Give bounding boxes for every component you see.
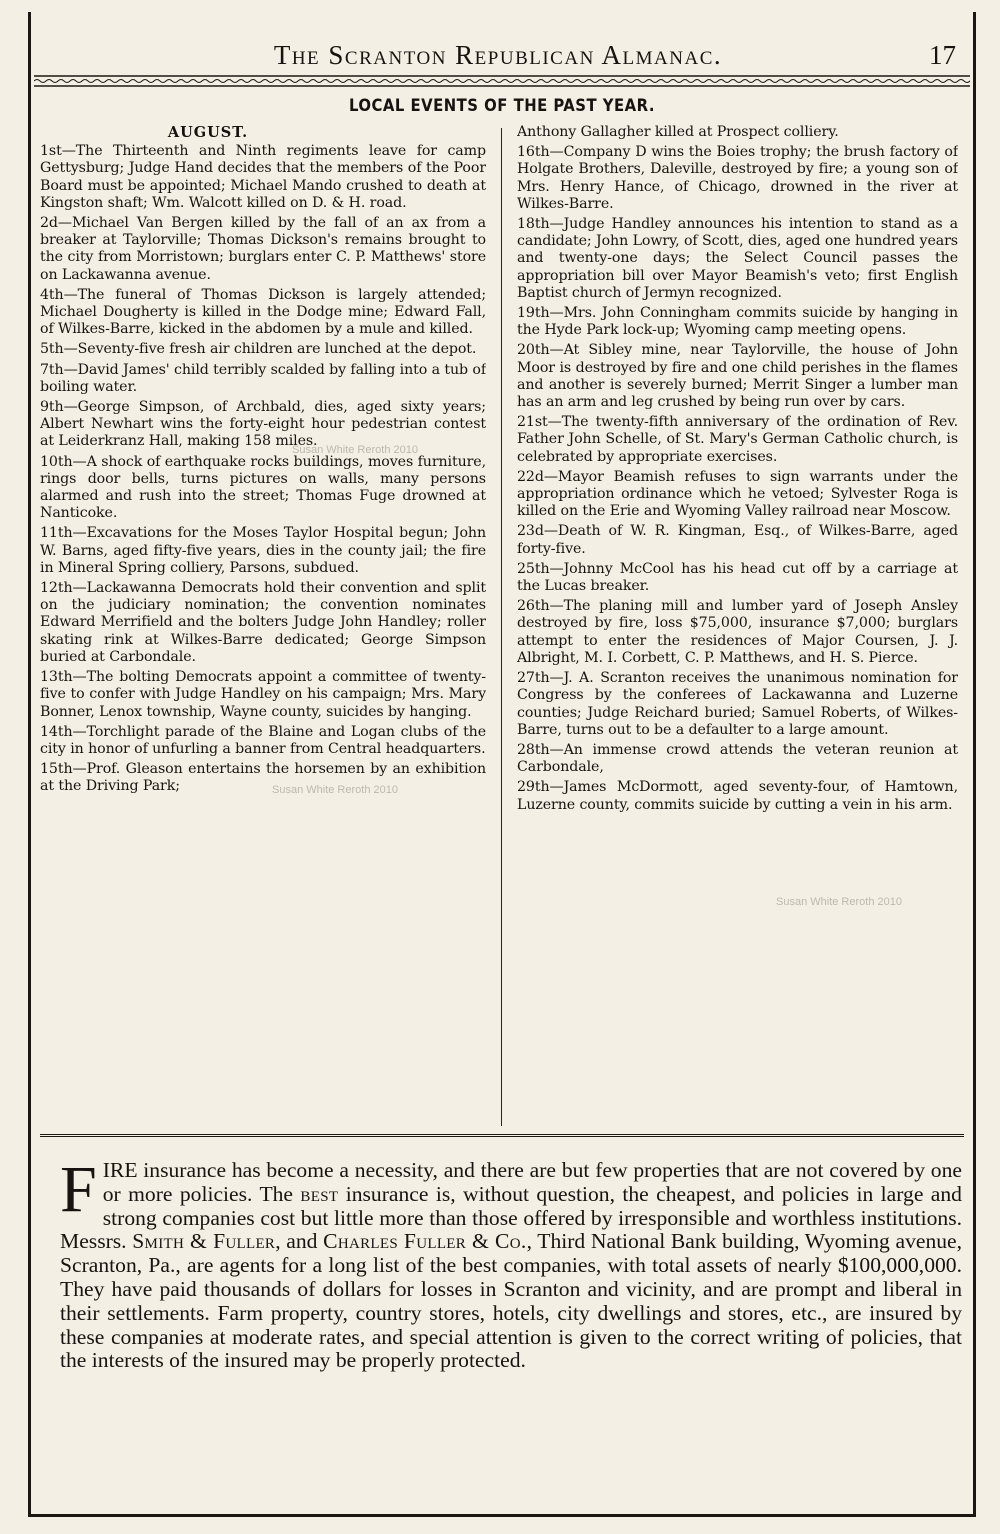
month-heading: AUGUST. (167, 124, 249, 141)
watermark: Susan White Reroth 2010 (776, 896, 902, 908)
ad-text-part: IRE insurance has become a necessity, and there are but few properties that are not covered by one or more policies. The (102, 1158, 962, 1206)
left-events-list (40, 143, 486, 795)
event-entry: 12th—Lackawanna Democrats hold their convention and split on the judiciary nomination; the convention nominates Edward Merrifield and the bolters Judge John Handley; roller skating rink at Wilkes-Barre dedicated; George Simpson buried at Carbondale. (40, 580, 486, 665)
advertisement-text (60, 1153, 963, 1373)
event-entry: 4th—The funeral of Thomas Dickson is largely attended; Michael Dougherty is killed in the Dodge mine; Edward Fall, of Wilkes-Barre, kicked in the abdomen by a mule and killed. (40, 286, 486, 338)
event-entry: 25th—Johnny McCool has his head cut off by a carriage at the Lucas breaker. (517, 560, 958, 595)
event-entry: 7th—David James' child terribly scalded by falling into a tub of boiling water. (40, 361, 486, 395)
left-column (40, 124, 486, 1128)
watermark: Susan White Reroth 2010 (292, 444, 418, 456)
event-entry: 10th—A shock of earthquake rocks buildings, moves furniture, rings door bells, turns pictures on walls, many persons alarmed and rush into the street; Thomas Fuge drowned at Nanticoke. (40, 453, 486, 522)
event-entry: 21st—The twenty-fifth anniversary of the ordination of Rev. Father John Schelle, of St. Mary's German Catholic church, is celebrated by appropriate exercises. (517, 414, 958, 465)
right-column (517, 124, 958, 1128)
drop-cap: F (60, 1153, 97, 1226)
page-number: 17 (929, 40, 956, 70)
watermark: Susan White Reroth 2010 (272, 784, 398, 796)
ad-text-part: insurance is, without question, the cheapest, and policies in large and strong companies cost but little more than those offered by irresponsible and worthless institutions. Messrs. (60, 1181, 962, 1254)
event-entry: 14th—Torchlight parade of the Blaine and Logan clubs of the city in honor of unfurling a banner from Central headquarters. (40, 723, 486, 757)
event-entry: 20th—At Sibley mine, near Taylorville, the house of John Moor is destroyed by fire and one child perishes in the flames and another is severely burned; Merrit Singer a lumber man has an arm and leg crushed by being run over by cars. (517, 342, 958, 411)
right-events-list (517, 124, 958, 814)
event-entry: 19th—Mrs. John Conningham commits suicide by hanging in the Hyde Park lock-up; Wyoming camp meeting opens. (517, 305, 958, 339)
ad-text-part: , and (275, 1229, 324, 1254)
event-entry: 29th—James McDormott, aged seventy-four, of Hamtown, Luzerne county, commits suicide by cutting a vein in his arm. (517, 779, 958, 813)
almanac-title: The Scranton Republican Almanac. (273, 40, 723, 70)
firm-name: Smith & Fuller (132, 1229, 276, 1254)
event-entry: 28th—An immense crowd attends the veteran reunion at Carbondale, (517, 741, 958, 776)
event-entry: 27th—J. A. Scranton receives the unanimous nomination for Congress by the conferees of Lackawanna and Luzerne counties; Judge Reichard buried; Samuel Roberts, of Wilkes-Barre, turns out to be a defaulter to a large amount. (517, 670, 958, 738)
event-entry: Anthony Gallagher killed at Prospect colliery. (517, 124, 839, 140)
event-entry: 26th—The planing mill and lumber yard of Joseph Ansley destroyed by fire, loss $75,000, insurance $7,000; burglars attempt to enter the residences of Major Coursen, J. J. Albright, M. I. Corbett, C. P. Matthews, and H. S. Pierce. (517, 598, 958, 666)
event-entry: 15th—Prof. Gleason entertains the horsemen by an exhibition at the Driving Park; (40, 761, 486, 795)
section-title: LOCAL EVENTS OF THE PAST YEAR. (348, 96, 656, 115)
event-entry: 2d—Michael Van Bergen killed by the fall of an ax from a breaker at Taylorville; Thomas Dickson's remains brought to the city from Morristown; burglars enter C. P. Matthews' store on Lackawanna avenue. (40, 215, 486, 283)
event-entry: 5th—Seventy-five fresh air children are lunched at the depot. (40, 341, 477, 358)
event-entry: 11th—Excavations for the Moses Taylor Hospital begun; John W. Barns, aged fifty-five years, dies in the county jail; the fire in Mineral Spring colliery, Parsons, subdued. (40, 525, 486, 576)
event-entry: 1st—The Thirteenth and Ninth regiments leave for camp Gettysburg; Judge Hand decides that the members of the Poor Board must be appointed; Michael Mando crushed to death at Kingston shaft; Wm. Walcott killed on D. & H. road. (40, 143, 486, 211)
event-entry: 13th—The bolting Democrats appoint a committee of twenty-five to confer with Judge Handley on his campaign; Mrs. Mary Bonner, Lenox township, Wayne county, suicides by hanging. (40, 669, 486, 720)
ad-text-part: , Third National Bank building, Wyoming avenue, Scranton, Pa., are agents for a long list of the best companies, with total assets of nearly $100,000,000. They have paid thousands of dollars for losses in Scranton and vicinity, and are prompt and liberal in their settlements. Farm property, country stores, hotels, city dwellings and stores, etc., are insured by these companies at moderate rates, and special attention is given to the correct writing of policies, that the interests of the insured may be properly protected. (60, 1229, 963, 1373)
event-entry: 16th—Company D wins the Boies trophy; the brush factory of Holgate Brothers, Daleville, destroyed by fire; a young son of Mrs. Henry Hance, of Chicago, drowned in the river at Wilkes-Barre. (517, 144, 958, 212)
event-entry: 23d—Death of W. R. Kingman, Esq., of Wilkes-Barre, aged forty-five. (517, 523, 958, 557)
event-entry: 22d—Mayor Beamish refuses to sign warrants under the appropriation ordinance which he vetoed; Sylvester Roga is killed on the Erie and Wyoming Valley railroad near Moscow. (517, 468, 958, 520)
event-entry: 9th—George Simpson, of Archbald, dies, aged sixty years; Albert Newhart wins the forty-eight hour pedestrian contest at Leiderkranz Hall, making 158 miles. (40, 399, 486, 450)
event-entry: 18th—Judge Handley announces his intention to stand as a candidate; John Lowry, of Scott, dies, aged one hundred years and twenty-one days; the Select Council passes the appropriation bill over Mayor Beamish's veto; first English Baptist church of Jermyn recognized. (517, 216, 958, 301)
header-ornamental-rule (34, 74, 970, 88)
firm-name: Charles Fuller & Co. (323, 1229, 527, 1254)
column-divider (501, 128, 502, 1126)
insurance-advertisement (40, 1134, 964, 1517)
ad-emphasis-best: best (300, 1181, 339, 1206)
